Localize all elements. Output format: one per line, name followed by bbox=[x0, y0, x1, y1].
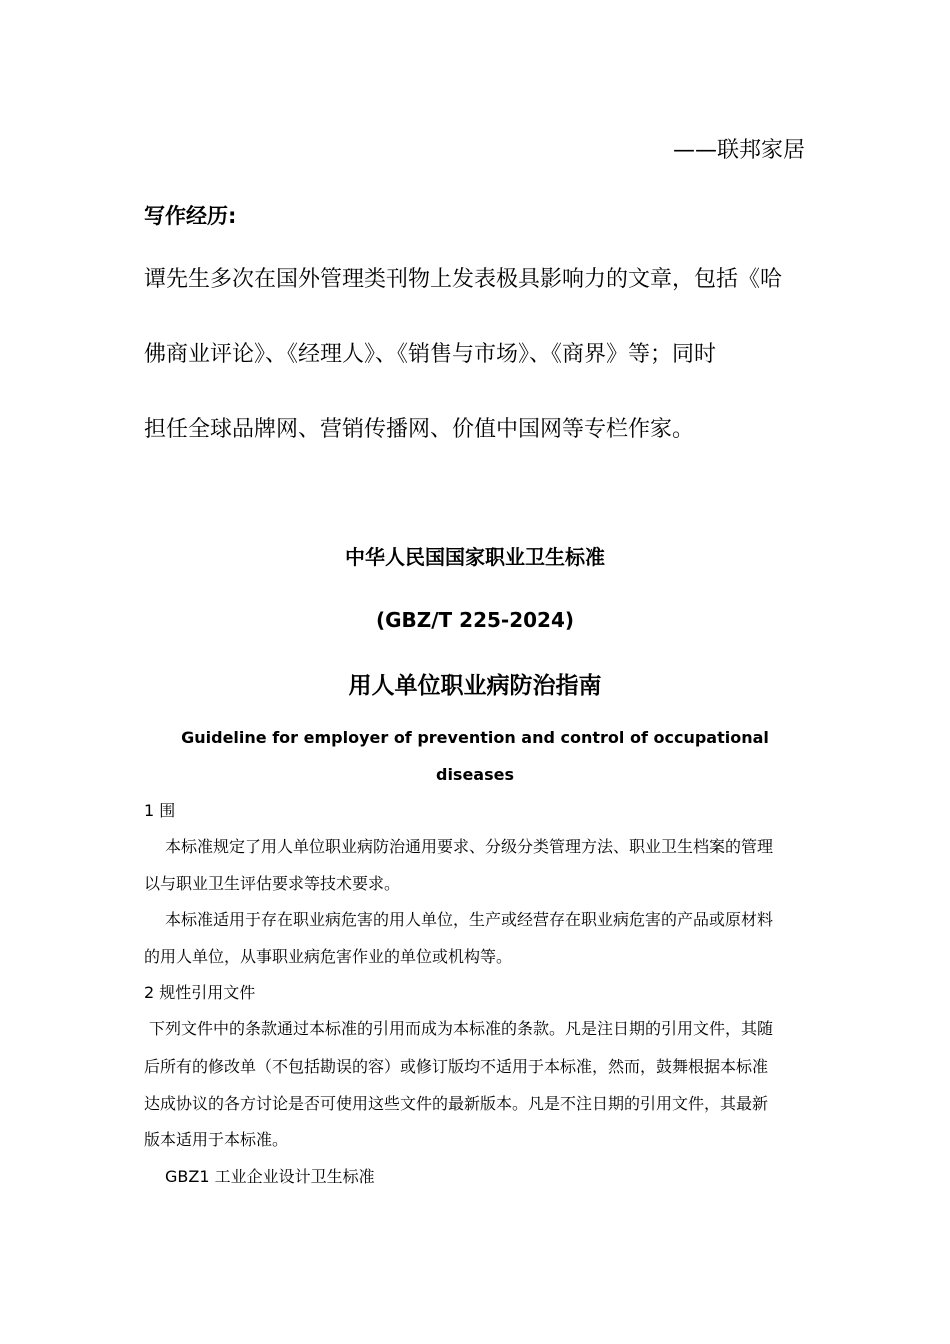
standard-org: 中华人民国国家职业卫生标准 bbox=[345, 545, 605, 569]
standard-code: (GBZ/T 225-2024) bbox=[375, 608, 575, 632]
section-1-paragraph-line: 本标准适用于存在职业病危害的用人单位，生产或经营存在职业病危害的产品或原材料 bbox=[165, 910, 774, 929]
section-2-paragraph-line: 达成协议的各方讨论是否可使用这些文件的最新版本。凡是不注日期的引用文件，其最新 bbox=[144, 1094, 769, 1113]
section-2-paragraph-line: 版本适用于本标准。 bbox=[144, 1130, 289, 1149]
bio-line: 担任全球品牌网、营销传播网、价值中国网等专栏作家。 bbox=[144, 417, 695, 442]
reference-item: GBZ1 工业企业设计卫生标准 bbox=[165, 1167, 375, 1186]
section-1-heading: 1 围 bbox=[144, 801, 176, 820]
standard-title-en: diseases bbox=[435, 765, 514, 784]
section-1-paragraph-line: 的用人单位，从事职业病危害作业的单位或机构等。 bbox=[144, 947, 513, 966]
standard-title-en: Guideline for employer of prevention and control of occupational bbox=[181, 728, 769, 747]
signature: ——联邦家居 bbox=[672, 138, 805, 163]
standard-title-zh: 用人单位职业病防治指南 bbox=[348, 673, 602, 699]
section-2-paragraph-line: 后所有的修改单（不包括勘误的容）或修订版均不适用于本标准，然而，鼓舞根据本标准 bbox=[144, 1057, 769, 1076]
section-2-paragraph-line: 下列文件中的条款通过本标准的引用而成为本标准的条款。凡是注日期的引用文件，其随 bbox=[149, 1019, 774, 1038]
bio-line: 佛商业评论》、《经理人》、《销售与市场》、《商界》等；同时 bbox=[144, 342, 717, 367]
writing-history-heading: 写作经历: bbox=[144, 204, 237, 228]
section-1-paragraph-line: 本标准规定了用人单位职业病防治通用要求、分级分类管理方法、职业卫生档案的管理 bbox=[165, 837, 774, 856]
section-2-heading: 2 规性引用文件 bbox=[144, 983, 256, 1002]
section-1-paragraph-line: 以与职业卫生评估要求等技术要求。 bbox=[144, 874, 401, 893]
bio-line: 谭先生多次在国外管理类刊物上发表极具影响力的文章，包括《哈 bbox=[144, 267, 783, 292]
